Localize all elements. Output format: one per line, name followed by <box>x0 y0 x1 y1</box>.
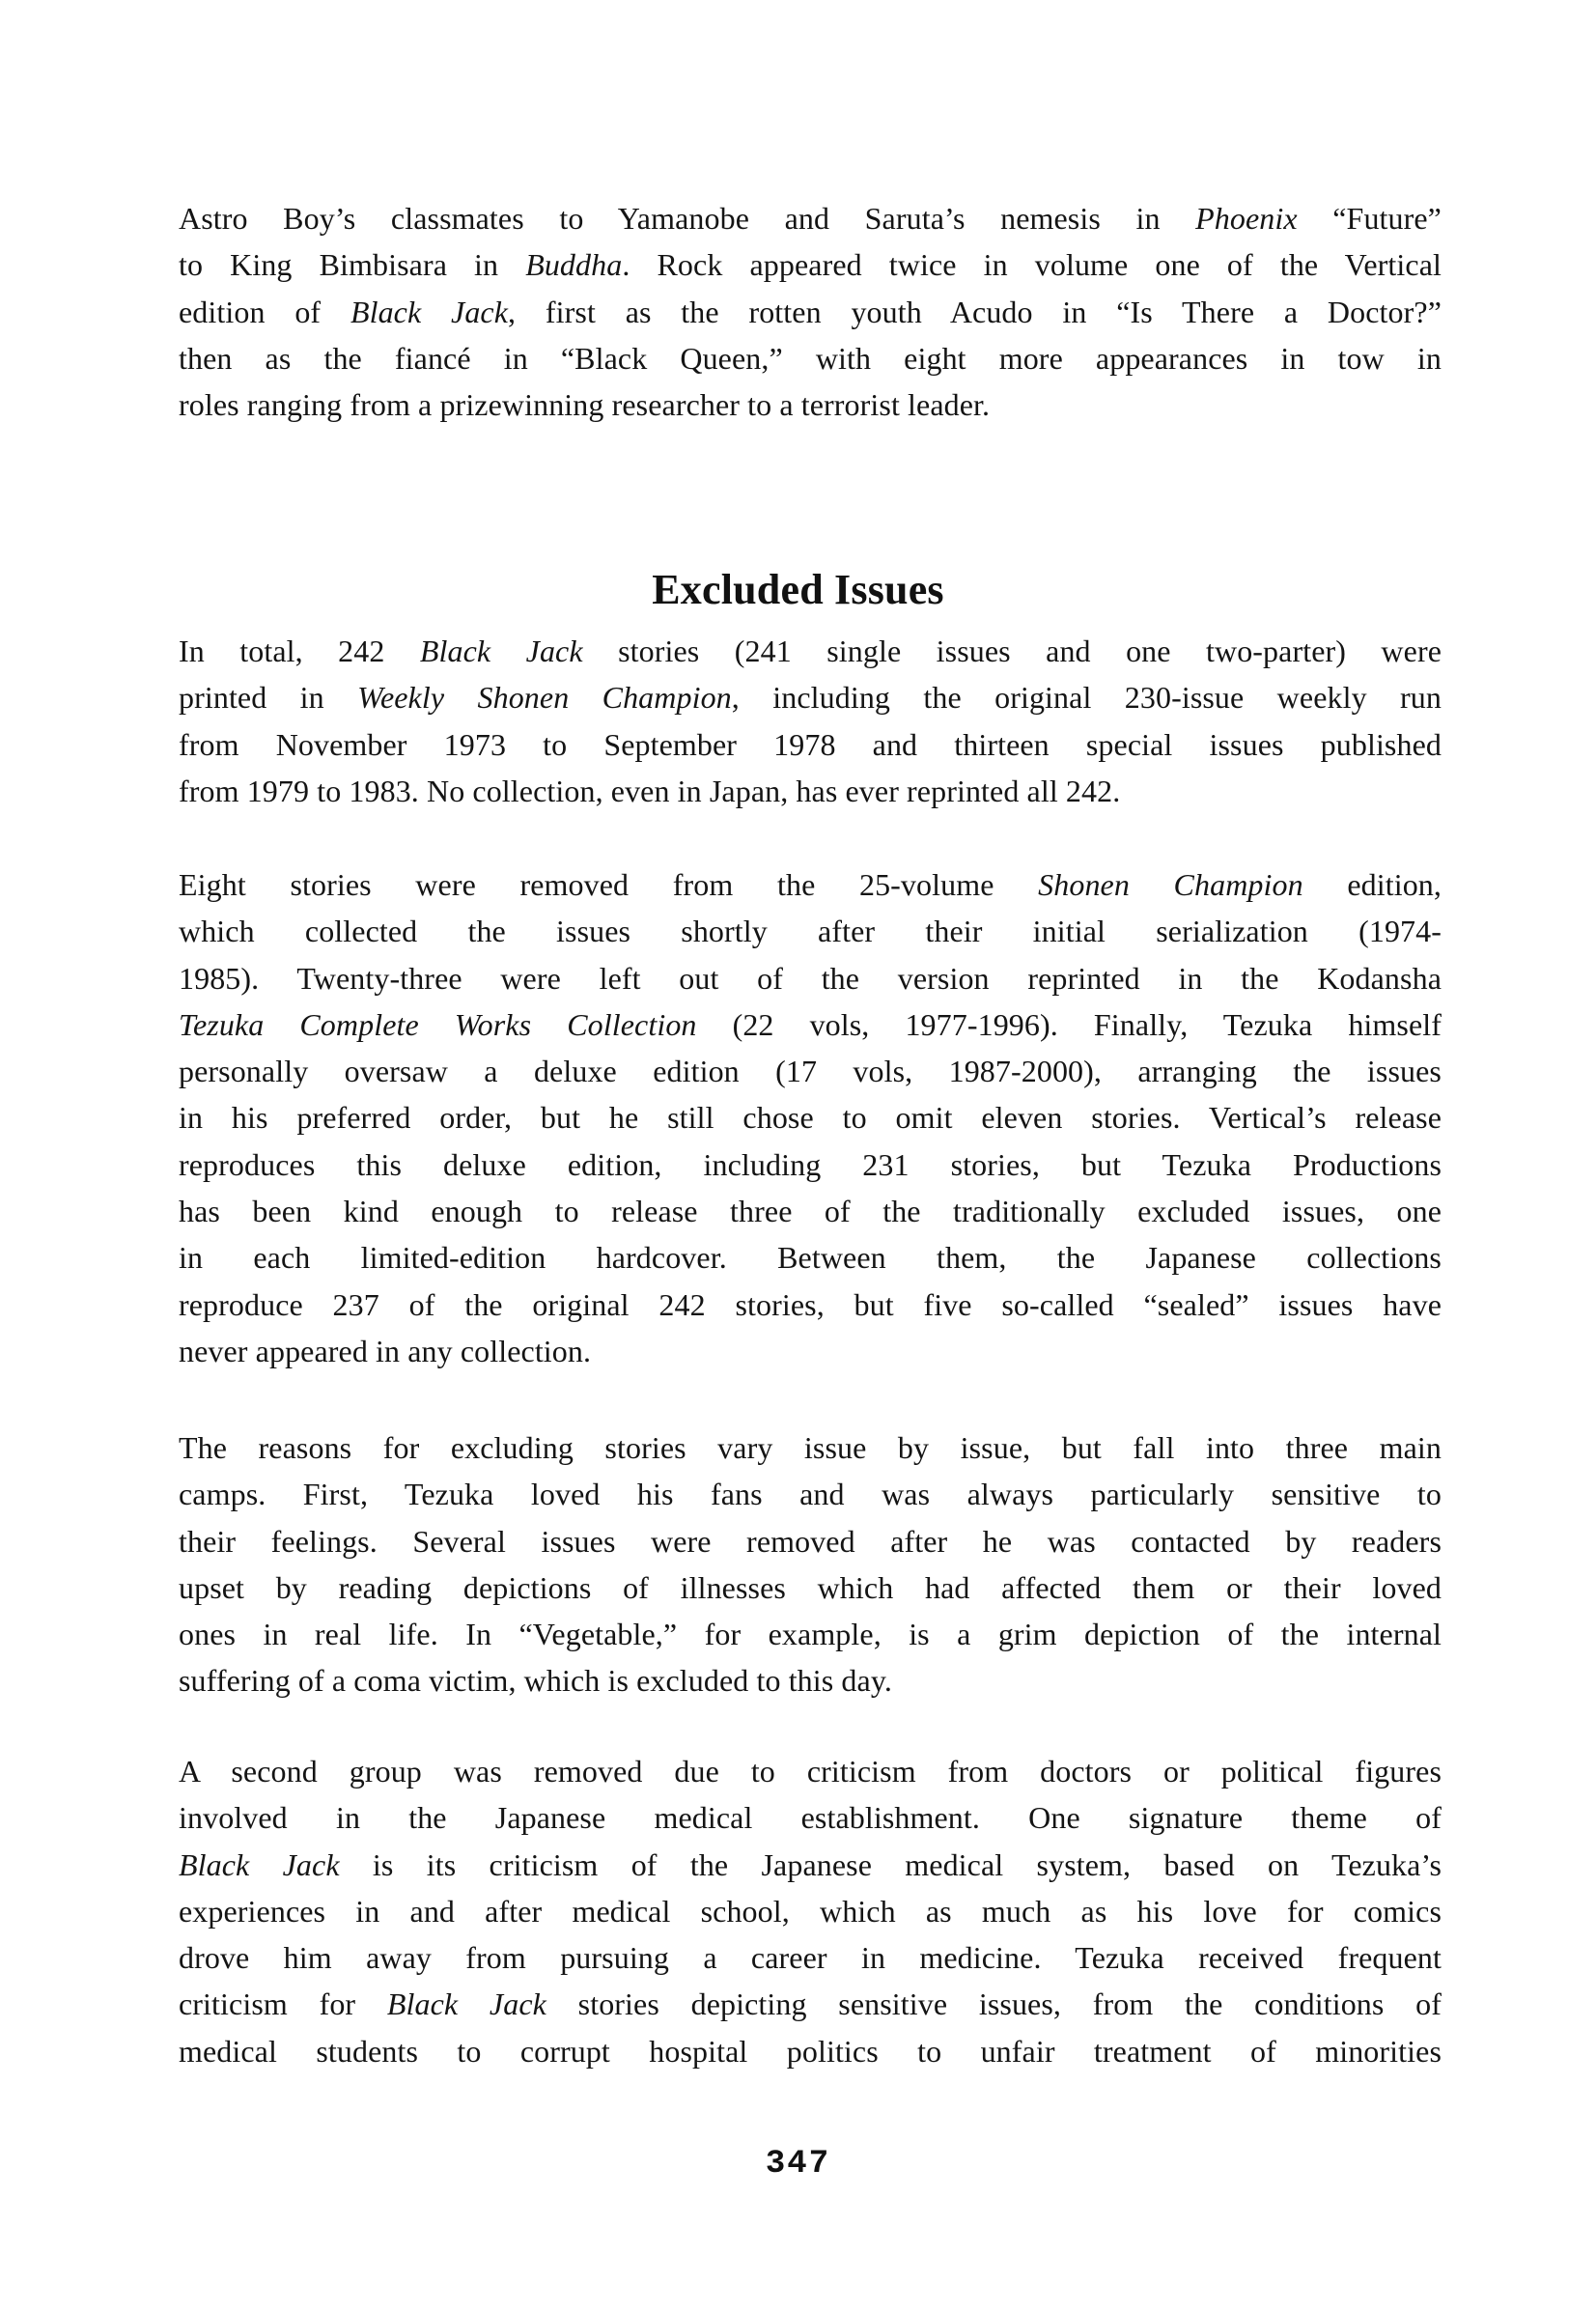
text-run: which collected the issues shortly after their initial serialization (1974- <box>179 914 1442 949</box>
text-run: edition, <box>1302 867 1442 902</box>
italic-title: Phoenix <box>1195 201 1298 236</box>
text-run: from 1979 to 1983. No collection, even in Japan, has ever reprinted all 242. <box>179 773 1121 808</box>
text-run: stories (241 single issues and one two-parter) were <box>582 634 1442 668</box>
text-line <box>179 1611 1442 1657</box>
text-line <box>179 1657 1442 1704</box>
text-run: edition of <box>179 294 350 329</box>
text-run: reproduces this deluxe edition, including 231 stories, but Tezuka Productions <box>179 1146 1442 1182</box>
text-line <box>179 1842 1442 1888</box>
text-run: ones in real life. In “Vegetable,” for example, is a grim depiction of the internal <box>179 1617 1442 1652</box>
italic-title: Black Jack <box>386 1986 546 2022</box>
text-run: then as the fiancé in “Black Queen,” with eight more appearances in tow in <box>179 340 1442 376</box>
text-line <box>179 1048 1442 1094</box>
paragraph-p4 <box>179 1748 1442 2074</box>
text-run: 1985). Twenty-three were left out of the version reprinted in the Kodansha <box>179 960 1442 996</box>
text-line <box>179 241 1442 288</box>
text-run: stories depicting sensitive issues, from the conditions of <box>546 1986 1442 2022</box>
text-line <box>179 1001 1442 1048</box>
text-line <box>179 768 1442 814</box>
text-line <box>179 1471 1442 1517</box>
text-run: “Future” <box>1297 201 1442 236</box>
text-run: The reasons for excluding stories vary issue by issue, but fall into three main <box>179 1430 1442 1465</box>
text-run: experiences in and after medical school, which as much as his love for comics <box>179 1893 1442 1929</box>
text-line <box>179 861 1442 908</box>
text-run: roles ranging from a prizewinning researcher to a terrorist leader. <box>179 387 991 423</box>
text-line <box>179 1981 1442 2027</box>
text-run: medical students to corrupt hospital politics to unfair treatment of minorities <box>179 2033 1442 2069</box>
italic-title: Buddha <box>525 247 623 283</box>
text-run: in each limited-edition hardcover. Between them, the Japanese collections <box>179 1240 1442 1276</box>
paragraph-p2 <box>179 861 1442 1374</box>
italic-title: Weekly Shonen Champion <box>357 680 732 716</box>
text-line <box>179 2028 1442 2074</box>
section-heading: Excluded Issues <box>652 565 944 613</box>
text-run: In total, 242 <box>179 634 420 668</box>
text-run: criticism for <box>179 1986 387 2022</box>
text-run: in his preferred order, but he still chose to omit eleven stories. Vertical’s release <box>179 1100 1442 1136</box>
text-line <box>179 1518 1442 1564</box>
text-run: suffering of a coma victim, which is excluded to this day. <box>179 1663 892 1699</box>
text-run: camps. First, Tezuka loved his fans and was always particularly sensitive to <box>179 1477 1442 1512</box>
page-number: 347 <box>765 2146 831 2183</box>
text-line <box>179 628 1442 674</box>
text-run: to King Bimbisara in <box>179 247 526 283</box>
text-run: upset by reading depictions of illnesses which had affected them or their loved <box>179 1569 1442 1605</box>
text-line <box>179 1564 1442 1611</box>
text-line <box>179 1094 1442 1141</box>
text-line <box>179 955 1442 1001</box>
text-line <box>179 908 1442 954</box>
text-line <box>179 381 1442 428</box>
text-run: involved in the Japanese medical establishment. One signature theme of <box>179 1800 1442 1836</box>
text-line <box>179 1282 1442 1328</box>
text-run: A second group was removed due to criticism from doctors or political figures <box>179 1754 1442 1789</box>
text-line <box>179 1424 1442 1471</box>
text-line <box>179 335 1442 381</box>
text-run: Astro Boy’s classmates to Yamanobe and Saruta’s nemesis in <box>179 201 1196 236</box>
text-line <box>179 289 1442 335</box>
text-run: reproduce 237 of the original 242 stories, but five so-called “sealed” issues have <box>179 1286 1442 1322</box>
text-line <box>179 1141 1442 1188</box>
paragraph-p3 <box>179 1424 1442 1704</box>
text-line <box>179 195 1442 241</box>
text-line <box>179 1748 1442 1794</box>
text-run: personally oversaw a deluxe edition (17 vols, 1987-2000), arranging the issues <box>179 1054 1442 1089</box>
text-line <box>179 674 1442 720</box>
italic-title: Black Jack <box>419 634 583 668</box>
text-run: (22 vols, 1977-1996). Finally, Tezuka himself <box>696 1006 1442 1042</box>
text-line <box>179 1888 1442 1934</box>
text-run: , first as the rotten youth Acudo in “Is There a Doctor?” <box>508 294 1442 329</box>
text-run: from November 1973 to September 1978 and thirteen special issues published <box>179 726 1442 762</box>
text-run: . Rock appeared twice in volume one of the Vertical <box>622 247 1442 283</box>
text-line <box>179 721 1442 768</box>
italic-title: Shonen Champion <box>1038 867 1303 902</box>
text-line <box>179 1794 1442 1841</box>
text-line <box>179 1188 1442 1234</box>
text-run: never appeared in any collection. <box>179 1333 592 1368</box>
text-run: is its criticism of the Japanese medical system, based on Tezuka’s <box>339 1846 1442 1882</box>
text-line <box>179 1934 1442 1981</box>
italic-title: Black Jack <box>179 1846 340 1882</box>
text-run: printed in <box>179 680 358 716</box>
text-line <box>179 1234 1442 1281</box>
text-line <box>179 1328 1442 1374</box>
italic-title: Tezuka Complete Works Collection <box>179 1006 697 1042</box>
italic-title: Black Jack <box>350 294 509 329</box>
text-run: has been kind enough to release three of the traditionally excluded issues, one <box>179 1194 1442 1229</box>
text-run: drove him away from pursuing a career in medicine. Tezuka received frequent <box>179 1940 1442 1976</box>
text-run: , including the original 230-issue weekly run <box>731 680 1442 716</box>
text-run: Eight stories were removed from the 25-volume <box>179 867 1039 902</box>
paragraph-p1 <box>179 628 1442 814</box>
paragraph-intro <box>179 195 1442 428</box>
text-run: their feelings. Several issues were removed after he was contacted by readers <box>179 1523 1442 1559</box>
